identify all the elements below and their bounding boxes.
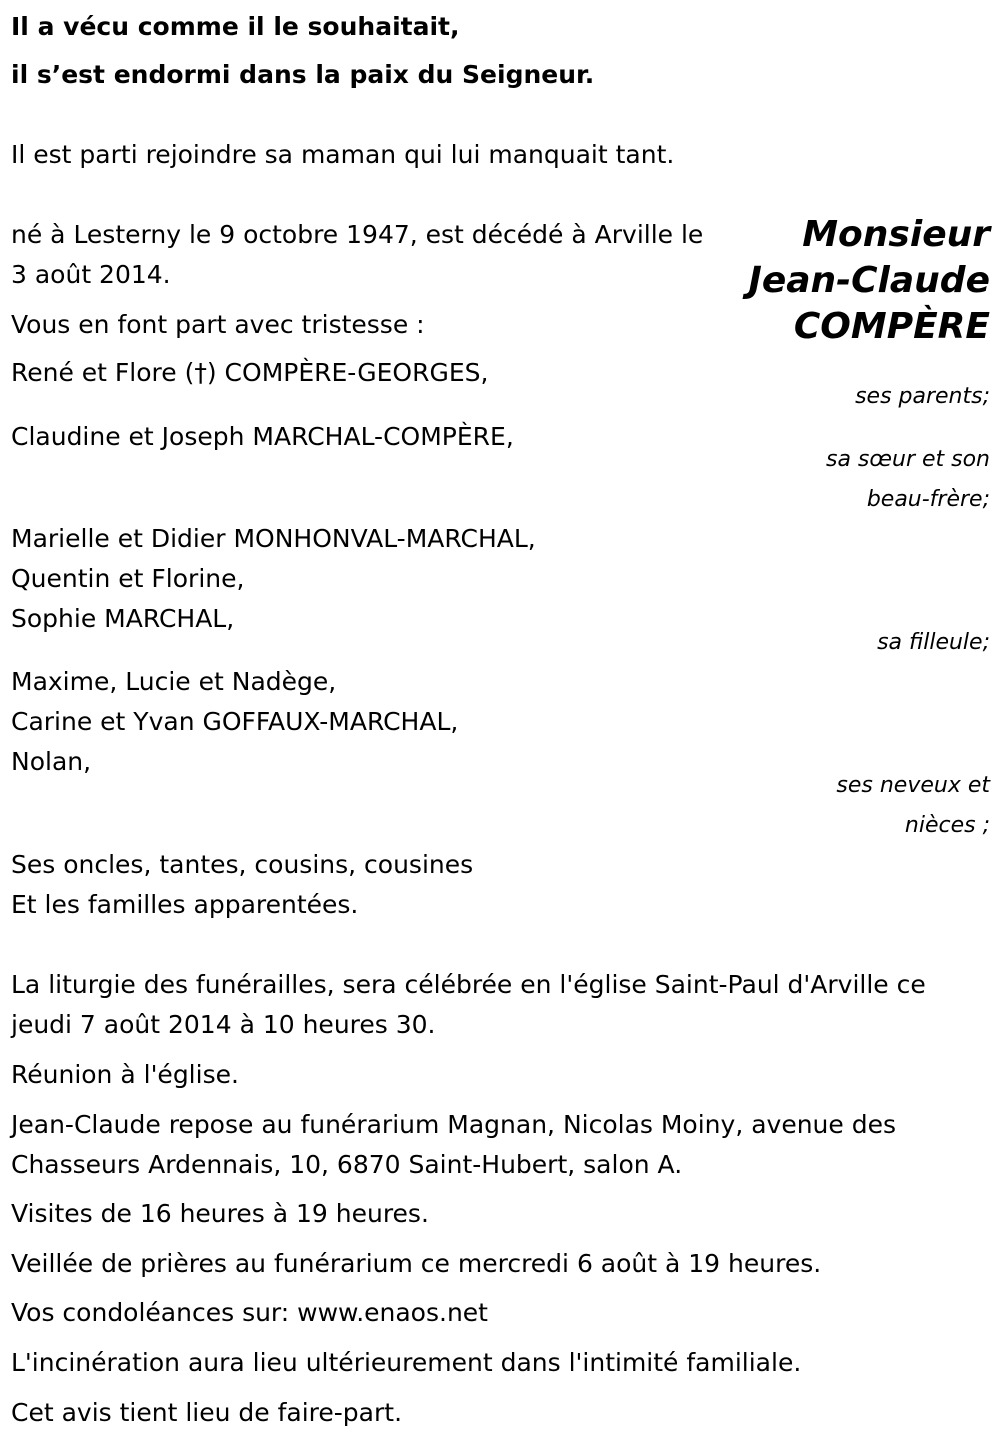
family-nephews-line-1: Maxime, Lucie et Nadège,	[11, 667, 337, 696]
liturgy-line-1: La liturgie des funérailles, sera célébrée en l'église Saint-Paul d'Arville ce	[11, 970, 926, 999]
family-others-line-1: Ses oncles, tantes, cousins, cousines	[11, 850, 474, 879]
rest-line-1: Jean-Claude repose au funérarium Magnan, Nicolas Moiny, avenue des	[11, 1110, 896, 1139]
relation-goddaughter: sa filleule;	[877, 630, 990, 655]
deceased-first-name: Jean-Claude	[748, 260, 990, 301]
meeting-text: Réunion à l'église.	[11, 1060, 239, 1089]
relation-parents: ses parents;	[855, 384, 990, 409]
visits-text: Visites de 16 heures à 19 heures.	[11, 1199, 429, 1228]
family-nephews-line-2: Carine et Yvan GOFFAUX-MARCHAL,	[11, 707, 459, 736]
family-others-line-2: Et les familles apparentées.	[11, 890, 359, 919]
family-parents: René et Flore (†) COMPÈRE-GEORGES,	[11, 358, 489, 387]
cremation-text: L'incinération aura lieu ultérieurement dans l'intimité familiale.	[11, 1348, 802, 1377]
notice-text: Cet avis tient lieu de faire-part.	[11, 1398, 403, 1427]
deceased-title: Monsieur	[802, 214, 990, 255]
family-nephews-line-3: Nolan,	[11, 747, 92, 776]
family-sister: Claudine et Joseph MARCHAL-COMPÈRE,	[11, 422, 514, 451]
condolences-text: Vos condoléances sur: www.enaos.net	[11, 1298, 488, 1327]
deceased-last-name: COMPÈRE	[793, 306, 990, 347]
birth-death-line-2: 3 août 2014.	[11, 260, 171, 289]
relation-nephews-line-2: nièces ;	[904, 813, 990, 838]
rest-line-2: Chasseurs Ardennais, 10, 6870 Saint-Hubert, salon A.	[11, 1150, 683, 1179]
vigil-text: Veillée de prières au funérarium ce mercredi 6 août à 19 heures.	[11, 1249, 822, 1278]
deceased-name-block	[748, 212, 990, 350]
family-goddaughter-line-1: Marielle et Didier MONHONVAL-MARCHAL,	[11, 524, 536, 553]
epigraph-line-1: Il a vécu comme il le souhaitait,	[11, 12, 460, 41]
relation-sister-line-2: beau-frère;	[866, 487, 990, 512]
intro-text: Il est parti rejoindre sa maman qui lui manquait tant.	[11, 140, 675, 169]
liturgy-line-2: jeudi 7 août 2014 à 10 heures 30.	[11, 1010, 436, 1039]
family-goddaughter-line-3: Sophie MARCHAL,	[11, 604, 235, 633]
birth-death-line-1: né à Lesterny le 9 octobre 1947, est décédé à Arville le	[11, 220, 704, 249]
epigraph-line-2: il s’est endormi dans la paix du Seigneur.	[11, 60, 595, 89]
relation-sister-line-1: sa sœur et son	[825, 447, 990, 472]
relation-nephews-line-1: ses neveux et	[836, 773, 990, 798]
family-goddaughter-line-2: Quentin et Florine,	[11, 564, 245, 593]
announcement: Vous en font part avec tristesse :	[11, 310, 425, 339]
